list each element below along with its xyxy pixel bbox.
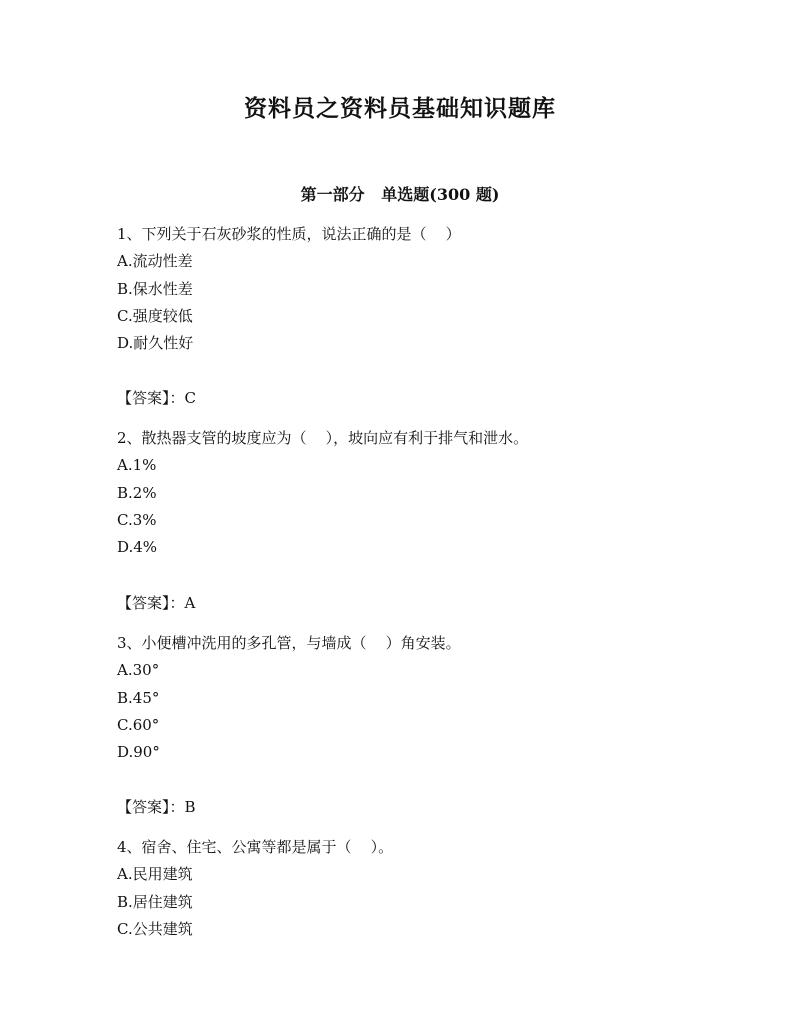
option-b: B.居住建筑 <box>117 892 193 911</box>
option-a: A.民用建筑 <box>117 865 193 884</box>
option-a: A.1% <box>117 456 157 475</box>
question-stem: 2、散热器支管的坡度应为（ ），坡向应有利于排气和泄水。 <box>117 429 529 447</box>
option-a: A.30° <box>117 661 160 680</box>
question-1 <box>117 221 737 357</box>
question-4 <box>117 834 737 943</box>
question-3 <box>117 630 737 766</box>
option-d: D.90° <box>117 743 160 762</box>
answer-1: 【答案】：C <box>117 389 196 407</box>
option-b: B.保水性差 <box>117 279 193 298</box>
section-title: 第一部分 单选题(300 题) <box>300 185 500 204</box>
option-a: A.流动性差 <box>117 252 193 271</box>
option-b: B.2% <box>117 483 157 502</box>
question-stem: 3、小便槽冲洗用的多孔管，与墙成（ ）角安装。 <box>117 634 461 652</box>
question-stem: 1、下列关于石灰砂浆的性质，说法正确的是（ ） <box>117 225 461 243</box>
document-title: 资料员之资料员基础知识题库 <box>244 95 556 122</box>
option-b: B.45° <box>117 688 160 707</box>
answer-3: 【答案】：B <box>117 798 196 816</box>
option-c: C.60° <box>117 715 160 734</box>
option-c: C.强度较低 <box>117 306 193 325</box>
question-stem: 4、宿舍、住宅、公寓等都是属于（ ）。 <box>117 838 394 856</box>
option-d: D.4% <box>117 538 158 557</box>
option-c: C.公共建筑 <box>117 919 193 938</box>
option-d: D.耐久性好 <box>117 334 194 353</box>
answer-2: 【答案】：A <box>117 594 196 612</box>
question-2 <box>117 425 737 561</box>
option-c: C.3% <box>117 510 157 529</box>
